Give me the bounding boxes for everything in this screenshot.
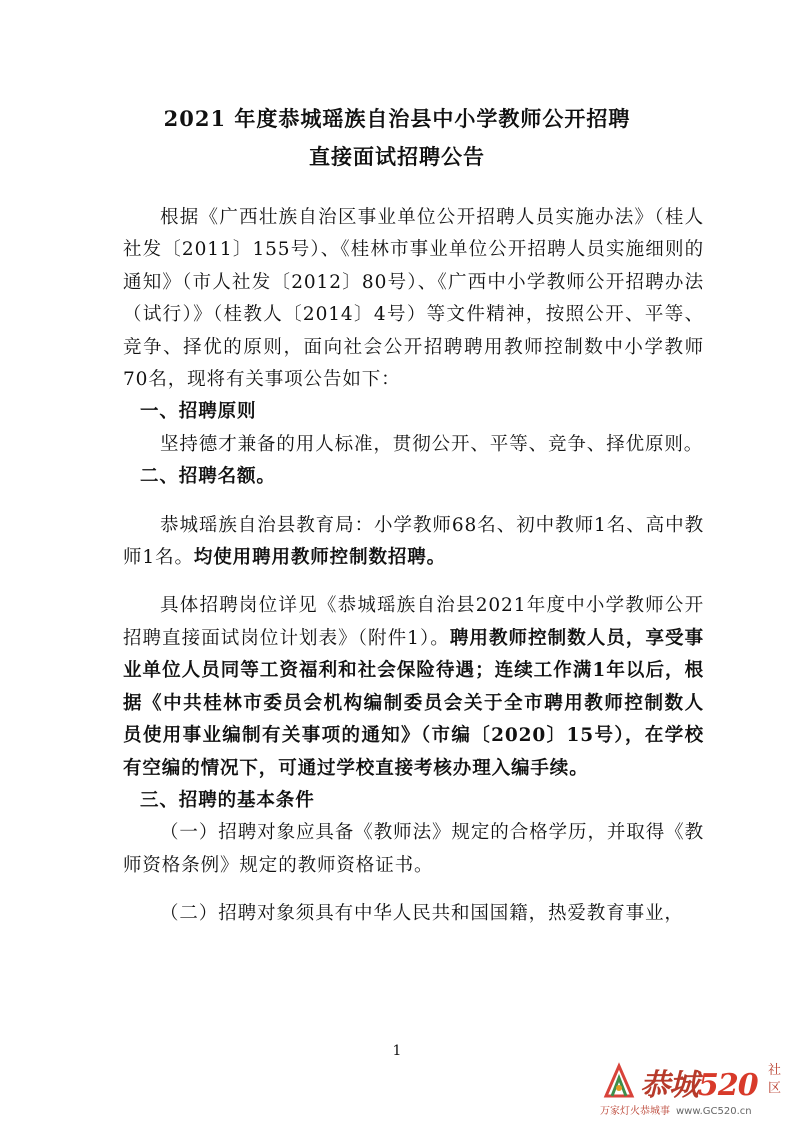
watermark-side-text: 社区 xyxy=(768,1063,782,1096)
watermark-url: www.GC520.cn xyxy=(676,1106,752,1117)
watermark-slogan: 万家灯火恭城事 xyxy=(600,1106,670,1117)
page-number: 1 xyxy=(392,1043,402,1059)
section1-text: 坚持德才兼备的用人标准，贯彻公开、平等、竞争、择优原则。 xyxy=(160,433,704,455)
watermark-brand-number: 520 xyxy=(698,1068,758,1103)
site-watermark xyxy=(600,1058,790,1118)
watermark-logo-icon xyxy=(600,1062,638,1100)
section3-heading: 三、招聘的基本条件 xyxy=(140,789,315,811)
section2-paragraph2 xyxy=(123,590,704,784)
page-subtitle: 直接面试招聘公告 xyxy=(309,144,485,169)
section3-item1: （一）招聘对象应具备《教师法》规定的合格学历，并取得《教师资格条例》规定的教师资格证书。 xyxy=(123,822,704,876)
document-body xyxy=(123,202,704,931)
page-title: 2021 年度恭城瑶族自治县中小学教师公开招聘 xyxy=(163,106,631,131)
section2-paragraph1 xyxy=(123,510,704,575)
intro-paragraph: 根据《广西壮族自治区事业单位公开招聘人员实施办法》（桂人社发〔2011〕155号）、《桂林市事业单位公开招聘人员实施细则的通知》（市人社发〔2012〕80号）、《广西中小学教师公开招聘办法（试行）》（桂教人〔2014〕4号）等文件精神，按照公开、平等、竞争、择优的原则，面向社会公开招聘聘用教师控制数中小学教师70名，现将有关事项公告如下： xyxy=(123,207,704,391)
section2-p2-text: 具体招聘岗位详见《恭城瑶族自治县2021年度中小学教师公开招聘直接面试岗位计划表》（附件1）。 xyxy=(123,595,704,649)
section2-p1-bold: 均使用聘用教师控制数招聘。 xyxy=(193,547,447,569)
watermark-brand xyxy=(640,1060,758,1104)
watermark-brand-chars: 恭城 xyxy=(640,1068,698,1103)
section1-heading: 一、招聘原则 xyxy=(140,401,257,423)
watermark-slogan-line xyxy=(600,1102,752,1117)
section2-p1-text: 恭城瑶族自治县教育局：小学教师68名、初中教师1名、高中教师1名。 xyxy=(123,514,704,569)
section2-p2-bold: 聘用教师控制数人员，享受事业单位人员同等工资福利和社会保险待遇；连续工作满1年以后，根据《中共桂林市委员会机构编制委员会关于全市聘用教师控制数人员使用事业编制有关事项的通知》（市编〔2020〕15号），在学校有空编的情况下，可通过学校直接考核办理入编手续。 xyxy=(123,627,704,779)
section2-heading: 二、招聘名额。 xyxy=(140,466,276,488)
section3-item2: （二）招聘对象须具有中华人民共和国国籍，热爱教育事业， xyxy=(160,903,684,925)
